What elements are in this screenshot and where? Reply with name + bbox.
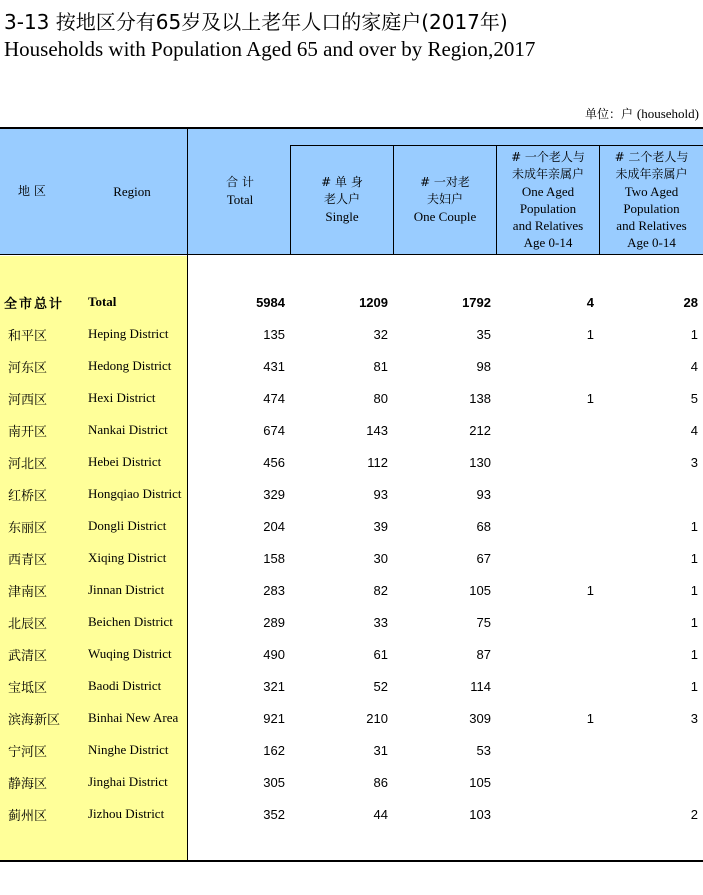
- region-en: Nankai District: [88, 422, 168, 437]
- header-one-aged: # 一个老人与 未成年亲属户 One Aged Population and Relatives Age 0-14: [511, 150, 585, 250]
- table-row-total: [0, 286, 698, 318]
- value-couple: 212: [469, 422, 491, 438]
- value-single: 31: [373, 742, 388, 758]
- region-cn: 和平区: [8, 328, 48, 344]
- value-total: 431: [263, 358, 285, 374]
- value-one-aged: [491, 542, 594, 574]
- header-couple: # 一对老 夫妇户 One Couple: [413, 175, 477, 224]
- value-one-aged: 1: [586, 390, 594, 406]
- table-row: [0, 510, 698, 542]
- value-one-aged: [491, 670, 594, 702]
- value-two-aged: 3: [690, 454, 698, 470]
- value-one-aged: [491, 510, 594, 542]
- unit-chinese: 单位：户: [585, 107, 634, 121]
- table-row: [0, 734, 698, 766]
- table-row: [0, 638, 698, 670]
- region-en: Jinnan District: [88, 582, 165, 597]
- region-en: Binhai New Area: [88, 710, 179, 725]
- table-row: [0, 382, 698, 414]
- title-chinese: 3-13 按地区分有65岁及以上老年人口的家庭户(2017年): [4, 10, 508, 34]
- value-one-aged: [491, 734, 594, 766]
- value-single: 33: [373, 614, 388, 630]
- value-single: 86: [373, 774, 388, 790]
- region-cn: 河东区: [8, 360, 48, 376]
- value-total: 5984: [256, 294, 285, 310]
- header-bottom-rule: [0, 254, 703, 255]
- value-total: 305: [263, 774, 285, 790]
- value-total: 135: [263, 326, 285, 342]
- value-one-aged: [491, 446, 594, 478]
- value-couple: 309: [469, 710, 491, 726]
- region-cn: 西青区: [8, 552, 48, 568]
- header-two-aged: # 二个老人与 未成年亲属户 Two Aged Population and Relatives Age 0-14: [614, 150, 689, 250]
- region-cn: 河北区: [8, 456, 48, 472]
- value-couple: 75: [476, 614, 491, 630]
- unit-english: (household): [636, 106, 699, 121]
- value-total: 490: [263, 646, 285, 662]
- value-two-aged: 28: [683, 294, 698, 310]
- value-couple: 67: [476, 550, 491, 566]
- header-region-cn: 地 区: [18, 184, 46, 198]
- value-single: 82: [373, 582, 388, 598]
- value-couple: 114: [470, 678, 491, 694]
- region-en: Hongqiao District: [88, 486, 182, 501]
- value-one-aged: 1: [586, 710, 594, 726]
- region-cn: 静海区: [8, 776, 48, 792]
- value-two-aged: 2: [690, 806, 698, 822]
- region-cn: 南开区: [8, 424, 48, 440]
- region-en: Baodi District: [88, 678, 162, 693]
- value-one-aged: [491, 798, 594, 830]
- region-en: Hebei District: [88, 454, 162, 469]
- value-single: 39: [373, 518, 388, 534]
- region-en: Wuqing District: [88, 646, 172, 661]
- region-cn: 津南区: [8, 584, 48, 600]
- unit-label: [585, 105, 699, 122]
- bottom-rule: [0, 860, 703, 862]
- table-row: [0, 798, 698, 830]
- value-total: 321: [263, 678, 285, 694]
- value-total: 283: [263, 582, 285, 598]
- table-row: [0, 702, 698, 734]
- table-row: [0, 542, 698, 574]
- value-total: 456: [263, 454, 285, 470]
- value-single: 112: [367, 454, 388, 470]
- value-total: 474: [263, 390, 285, 406]
- value-total: 158: [263, 550, 285, 566]
- header-total: 合 计 Total: [226, 175, 254, 207]
- value-two-aged: 3: [690, 710, 698, 726]
- value-couple: 68: [476, 518, 491, 534]
- value-couple: 87: [476, 646, 491, 662]
- value-two-aged: 1: [690, 582, 698, 598]
- table-row: [0, 414, 698, 446]
- value-single: 32: [373, 326, 388, 342]
- value-two-aged: 4: [690, 422, 698, 438]
- value-two-aged: [594, 478, 698, 510]
- value-two-aged: [594, 734, 698, 766]
- value-two-aged: [594, 766, 698, 798]
- region-cn: 全市总计: [4, 296, 65, 312]
- region-cn: 蓟州区: [8, 808, 48, 824]
- table-row: [0, 574, 698, 606]
- region-en: Heping District: [88, 326, 169, 341]
- value-single: 80: [373, 390, 388, 406]
- value-two-aged: 1: [690, 518, 698, 534]
- value-one-aged: [491, 414, 594, 446]
- value-single: 93: [373, 486, 388, 502]
- value-two-aged: 1: [690, 326, 698, 342]
- region-en: Beichen District: [88, 614, 173, 629]
- table-row: [0, 670, 698, 702]
- value-one-aged: 4: [586, 294, 594, 310]
- title-english: Households with Population Aged 65 and over by Region,2017: [4, 37, 536, 61]
- value-couple: 93: [476, 486, 491, 502]
- value-total: 329: [263, 486, 285, 502]
- value-one-aged: [491, 638, 594, 670]
- value-single: 1209: [359, 294, 388, 310]
- value-single: 81: [373, 358, 388, 374]
- region-en: Hexi District: [88, 390, 156, 405]
- value-couple: 105: [469, 774, 491, 790]
- region-cn: 北辰区: [8, 616, 48, 632]
- value-total: 204: [263, 518, 285, 534]
- value-single: 52: [373, 678, 388, 694]
- region-cn: 宁河区: [8, 744, 48, 760]
- value-single: 210: [366, 710, 388, 726]
- data-table: [0, 286, 698, 830]
- value-total: 352: [263, 806, 285, 822]
- table-row: [0, 318, 698, 350]
- value-two-aged: 1: [690, 550, 698, 566]
- value-couple: 98: [476, 358, 491, 374]
- value-couple: 35: [476, 326, 491, 342]
- table-row: [0, 766, 698, 798]
- table-row: [0, 606, 698, 638]
- region-en: Jinghai District: [88, 774, 168, 789]
- region-cn: 东丽区: [8, 520, 48, 536]
- value-two-aged: 1: [690, 646, 698, 662]
- top-rule: [0, 127, 703, 129]
- value-two-aged: 5: [690, 390, 698, 406]
- table-row: [0, 478, 698, 510]
- table-row: [0, 446, 698, 478]
- value-total: 289: [263, 614, 285, 630]
- value-one-aged: [491, 766, 594, 798]
- value-single: 44: [373, 806, 388, 822]
- region-cn: 滨海新区: [8, 712, 61, 728]
- value-couple: 1792: [462, 294, 491, 310]
- header-single: # 单 身 老人户 Single: [321, 175, 363, 224]
- value-couple: 138: [469, 390, 491, 406]
- value-single: 143: [366, 422, 388, 438]
- value-total: 162: [263, 742, 285, 758]
- value-one-aged: 1: [586, 582, 594, 598]
- value-two-aged: 1: [690, 678, 698, 694]
- value-couple: 105: [469, 582, 491, 598]
- region-en: Dongli District: [88, 518, 167, 533]
- region-cn: 河西区: [8, 392, 48, 408]
- value-couple: 130: [469, 454, 491, 470]
- value-two-aged: 1: [690, 614, 698, 630]
- region-en: Hedong District: [88, 358, 172, 373]
- region-en: Jizhou District: [88, 806, 165, 821]
- region-en: Xiqing District: [88, 550, 167, 565]
- value-single: 61: [373, 646, 388, 662]
- value-couple: 53: [476, 742, 491, 758]
- value-total: 674: [263, 422, 285, 438]
- value-total: 921: [263, 710, 285, 726]
- value-single: 30: [373, 550, 388, 566]
- region-cn: 武清区: [8, 648, 48, 664]
- value-one-aged: 1: [586, 326, 594, 342]
- region-cn: 红桥区: [8, 488, 48, 504]
- value-two-aged: 4: [690, 358, 698, 374]
- header-region-en: Region: [113, 184, 151, 199]
- region-cn: 宝坻区: [8, 680, 48, 696]
- value-couple: 103: [469, 806, 491, 822]
- value-one-aged: [491, 606, 594, 638]
- value-one-aged: [491, 478, 594, 510]
- table-row: [0, 350, 698, 382]
- region-en: Total: [88, 294, 117, 309]
- region-en: Ninghe District: [88, 742, 169, 757]
- value-one-aged: [491, 350, 594, 382]
